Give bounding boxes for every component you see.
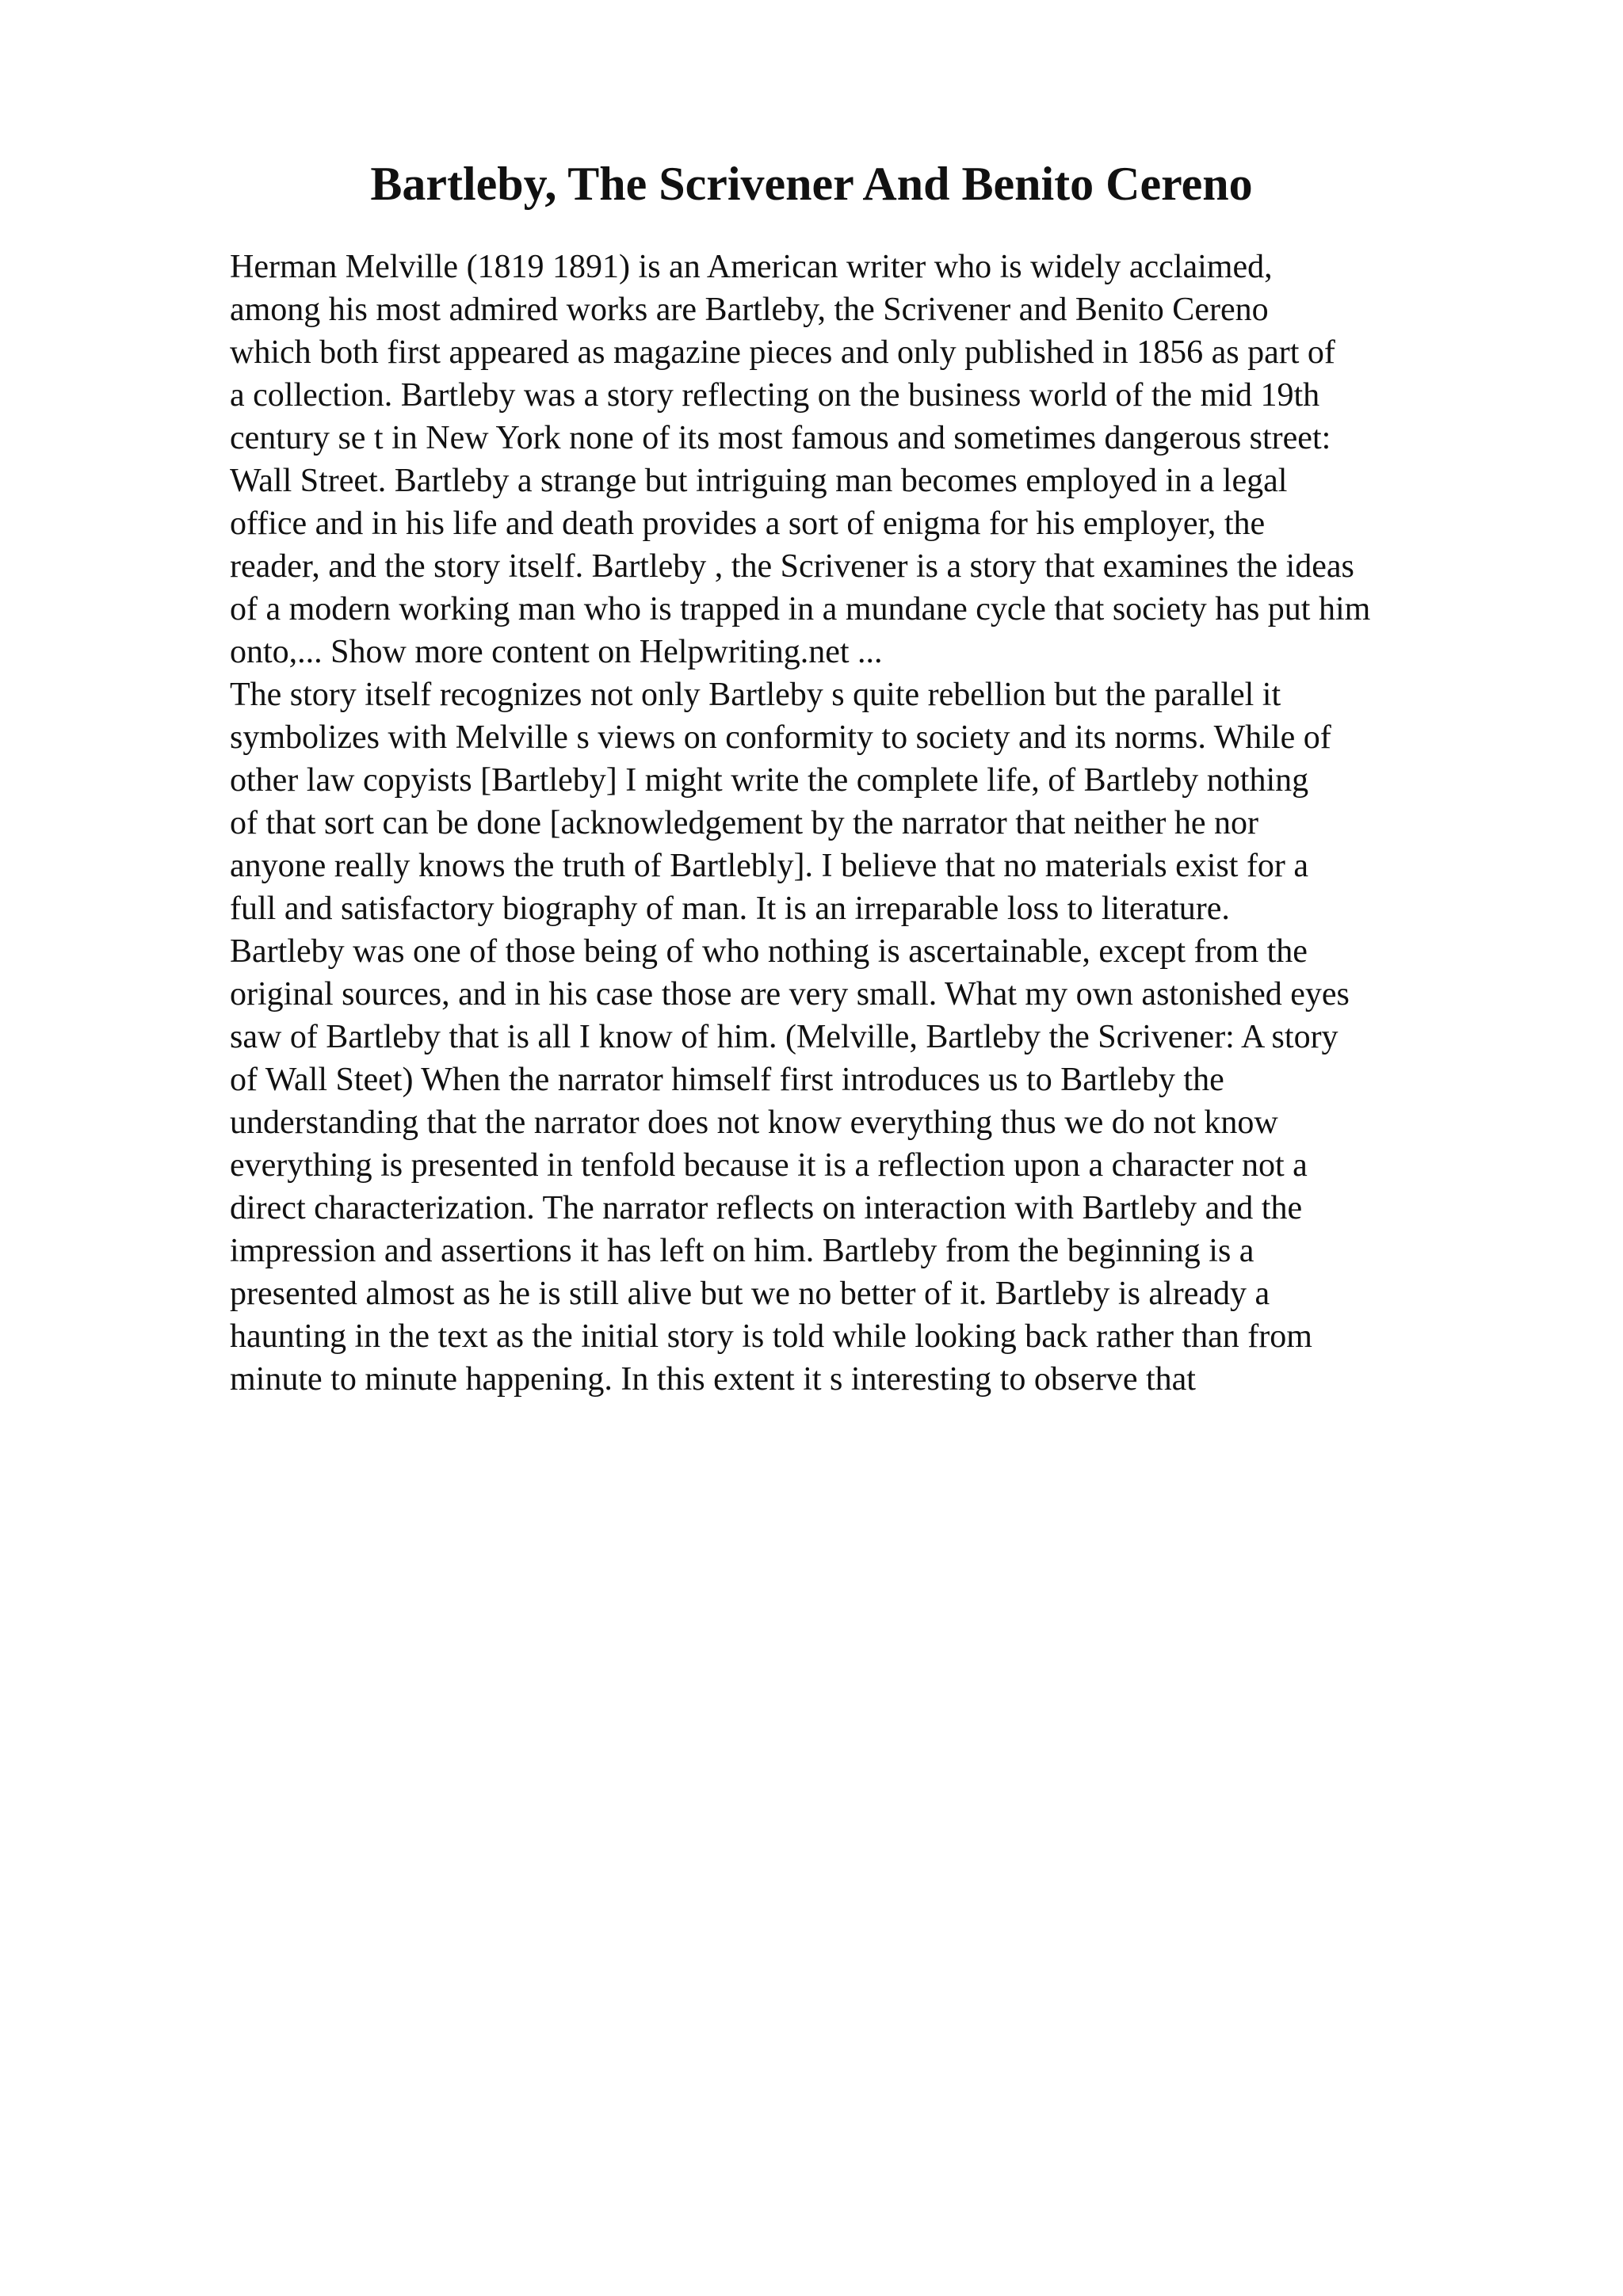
body-line: understanding that the narrator does not know everything thus we do not know [230,1104,1278,1141]
body-line: impression and assertions it has left on him. Bartleby from the beginning is a [230,1233,1254,1269]
body-line: everything is presented in tenfold because it is a reflection upon a character not a [230,1147,1308,1184]
body-line: of Wall Steet) When the narrator himself first introduces us to Bartleby the [230,1062,1224,1098]
body-line: anyone really knows the truth of Bartlebly]. I believe that no materials exist for a [230,848,1309,884]
body-line: presented almost as he is still alive but we no better of it. Bartleby is already a [230,1276,1270,1312]
body-line: reader, and the story itself. Bartleby , the Scrivener is a story that examines the ideas [230,548,1354,585]
body-line: of that sort can be done [acknowledgement by the narrator that neither he nor [230,805,1259,841]
body-line: Wall Street. Bartleby a strange but intriguing man becomes employed in a legal [230,463,1288,499]
body-line: onto,... Show more content on Helpwriting.net ... [230,634,883,670]
body-line: century se t in New York none of its most famous and sometimes dangerous street: [230,420,1331,456]
body-line: original sources, and in his case those are very small. What my own astonished eyes [230,976,1350,1013]
body-line: Herman Melville (1819 1891) is an American writer who is widely acclaimed, [230,249,1273,285]
body-line: haunting in the text as the initial story is told while looking back rather than from [230,1318,1312,1355]
body-line: full and satisfactory biography of man. It is an irreparable loss to literature. [230,891,1230,927]
body-line: Bartleby was one of those being of who nothing is ascertainable, except from the [230,933,1308,970]
body-line: The story itself recognizes not only Bartleby s quite rebellion but the parallel it [230,677,1281,713]
document-body [230,246,1514,1401]
body-line: a collection. Bartleby was a story reflecting on the business world of the mid 19th [230,377,1320,414]
body-line: other law copyists [Bartleby] I might write the complete life, of Bartleby nothing [230,762,1309,799]
document-title: Bartleby, The Scrivener And Benito Cereno [370,158,1253,210]
body-line: minute to minute happening. In this extent it s interesting to observe that [230,1361,1196,1398]
body-line: saw of Bartleby that is all I know of him. (Melville, Bartleby the Scrivener: A story [230,1019,1338,1055]
body-line: office and in his life and death provides a sort of enigma for his employer, the [230,505,1266,542]
body-line: of a modern working man who is trapped in a mundane cycle that society has put him [230,591,1371,627]
body-line: symbolizes with Melville s views on conformity to society and its norms. While of [230,719,1331,756]
body-line: direct characterization. The narrator reflects on interaction with Bartleby and the [230,1190,1303,1226]
body-line: among his most admired works are Bartleby, the Scrivener and Benito Cereno [230,292,1269,328]
body-line: which both first appeared as magazine pieces and only published in 1856 as part of [230,334,1335,371]
